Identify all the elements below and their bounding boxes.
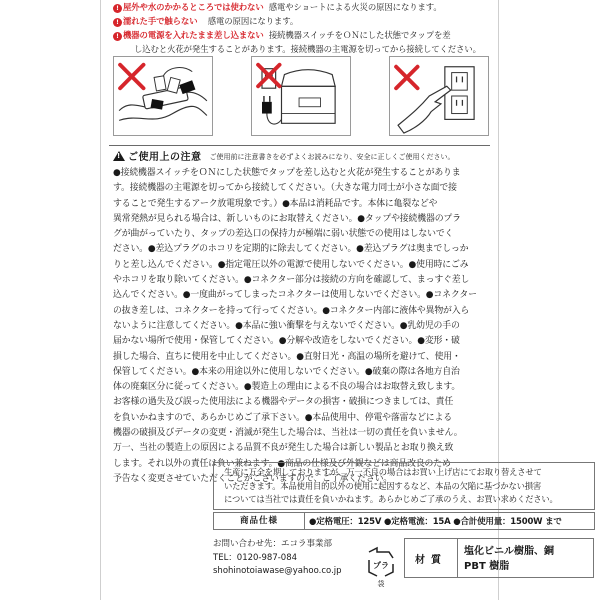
caution-body-line: 届かない場所で使用・保管してください。●分解や改造をしないでください。●変形・破 <box>113 336 460 347</box>
caution-title: ご使用上の注意 <box>128 152 202 163</box>
contact-email: shohinotoiawase@yahoo.co.jp <box>213 566 342 576</box>
cross-mark-icon <box>120 65 143 88</box>
illustration-plug-appliance <box>251 56 351 136</box>
caution-body-line: 体の廃棄区分に従ってください。●製造上の理由による不良の場合はお取替え致します。 <box>113 382 461 393</box>
caution-body-line: することで発生するアーク放電現象です。）●本品は消耗品です。本体に亀裂などや <box>113 198 438 209</box>
warning-power-on-detail: 接続機器スイッチをＯＮにした状態でタップを差 <box>268 30 451 40</box>
warning-wet-hands-detail: 感電の原因になります。 <box>207 16 299 26</box>
notice-line: 生産に万全を期しておりますが、万一不良の場合はお買い上げ店にてお取り替えさせて <box>224 467 542 477</box>
caution-body-line: 万一、当社の製造上の原因による品質不良が発生した場合は新しい製品とお取り換え致 <box>113 443 454 454</box>
illustration-hand-outlet <box>389 56 489 136</box>
cross-mark-icon <box>396 67 417 88</box>
warning-power-on-title: 機器の電源を入れたまま差し込まない <box>123 30 264 40</box>
caution-body-text <box>113 166 491 487</box>
caution-subtitle: ご使用前に注意書きを必ずよくお読みになり、安全に正しくご使用ください。 <box>209 153 455 161</box>
caution-body-line: 機器の破損及びデータの変更・消滅が発生した場合は、当社は一切の責任を負いません。 <box>113 428 463 439</box>
caution-body-line: グが曲がっていたり、タップの差込口の保持力が極端に弱い状態での使用はしないでく <box>113 229 454 240</box>
contact-phone: TEL：0120-987-084 <box>213 552 298 563</box>
material-label: 材質 <box>405 539 458 577</box>
warning-line-outdoor <box>113 0 493 14</box>
spec-value: ●定格電圧：125V ●定格電流：15A ●合計使用量：1500W まで <box>309 517 562 527</box>
number-badge-icon: ! <box>113 18 122 27</box>
caution-triangle-icon <box>113 151 125 161</box>
warning-line-power-on <box>113 28 493 42</box>
warning-line-wet-hands <box>113 14 493 28</box>
caution-body-line: します。それ以外の責任は負い兼ねます。●商品の仕様及び外観などは商品改良のため <box>113 458 451 469</box>
caution-body-line: を負いかねますので、あらかじめご了承下さい。●本品使用中、停電や落雷などによる <box>113 412 452 423</box>
caution-header <box>113 148 455 162</box>
notice-line: いただきます。本品使用目的以外の使用に起因するなど、本品の欠陥に基づかない損害 <box>224 480 542 491</box>
caution-body-line: ださい。●差込プラグのホコリを定期的に除去してください。●差込プラグは奥までしっか <box>113 244 469 255</box>
overloaded-tap-drawing <box>114 57 212 135</box>
caution-body-line: 損した場合、直ちに使用を中止してください。●直射日光・高温の場所を避けて、使用・ <box>113 351 461 362</box>
product-instruction-sheet <box>100 0 562 600</box>
recycle-pla-icon <box>363 544 399 588</box>
material-box <box>404 538 594 578</box>
plug-appliance-drawing <box>252 57 350 135</box>
quality-notice-box <box>213 462 595 510</box>
hand-outlet-drawing <box>390 57 488 135</box>
warnings-section <box>113 0 493 56</box>
warning-outdoor-detail: 感電やショートによる火災の原因になります。 <box>268 2 442 12</box>
caution-body-line: 込んでください。●一度曲がってしまったコネクターは使用しないでください。●コネクター <box>113 290 477 301</box>
caution-body-line: お客様の過失及び誤った使用法による機器やデータの損害・破損につきましては、責任 <box>113 397 454 408</box>
caution-body-line: ないように注意してください。●本品に強い衝撃を与えないでください。●乳幼児の手の <box>113 320 460 331</box>
material-value-line: PBT 樹脂 <box>464 561 510 572</box>
caution-body-line: の抜き差しは、コネクターを持って行ってください。●コネクター内部に液体や異物が入ら <box>113 305 470 316</box>
illustration-overloaded-tap <box>113 56 213 136</box>
product-spec-row <box>213 512 595 530</box>
notice-line: については当社では責任を負いかねます。あらかじめご了承のうえ、お買い求めください。 <box>224 494 558 505</box>
recycle-mark-text: プラ <box>373 561 389 570</box>
caution-body-line: やホコリを取り除いてください。●コネクター部分は接続の方向を確認して、まっすぐ差し <box>113 275 470 286</box>
recycle-mark-sub: 袋 <box>377 580 385 588</box>
contact-department: お問い合わせ先：エコラ事業部 <box>213 539 333 549</box>
number-badge-icon: ! <box>113 4 122 13</box>
caution-body-line: 予告なく変更させていただくことがございますので、ご了承ください。 <box>113 473 393 484</box>
contact-info <box>213 538 363 579</box>
warning-wet-hands-title: 濡れた手で触らない <box>123 16 198 26</box>
material-value-line: 塩化ビニル樹脂、銅 <box>464 546 554 557</box>
warning-outdoor-title: 屋外や水のかかるところでは使わない <box>123 2 264 12</box>
caution-body-line: す。接続機器の主電源を切ってから接続してください。（大きな電力同士が小さな面で接 <box>113 183 457 194</box>
material-value <box>458 539 560 577</box>
section-divider <box>109 145 490 146</box>
caution-body-line: りと差し込んでください。●指定電圧以外の電源で使用しないでください。●使用時にごみ <box>113 259 469 270</box>
caution-body-line: 保管してください。●本来の用途以外に使用しないでください。●破棄の際は各地方自治 <box>113 366 460 377</box>
number-badge-icon: ! <box>113 32 122 41</box>
spec-label: 商品仕様 <box>214 513 305 529</box>
caution-body-line: ●接続機器スイッチをＯＮにした状態でタップを差し込むと火花が発生することがありま <box>113 168 461 178</box>
warning-power-on-continued: し込むと火花が発生することがあります。接続機器の主電源を切ってから接続してください。 <box>134 44 481 54</box>
caution-body-line: 異常発熱が見られる場合は、新しいものにお取替えください。●タップや接続機器のプラ <box>113 213 461 224</box>
